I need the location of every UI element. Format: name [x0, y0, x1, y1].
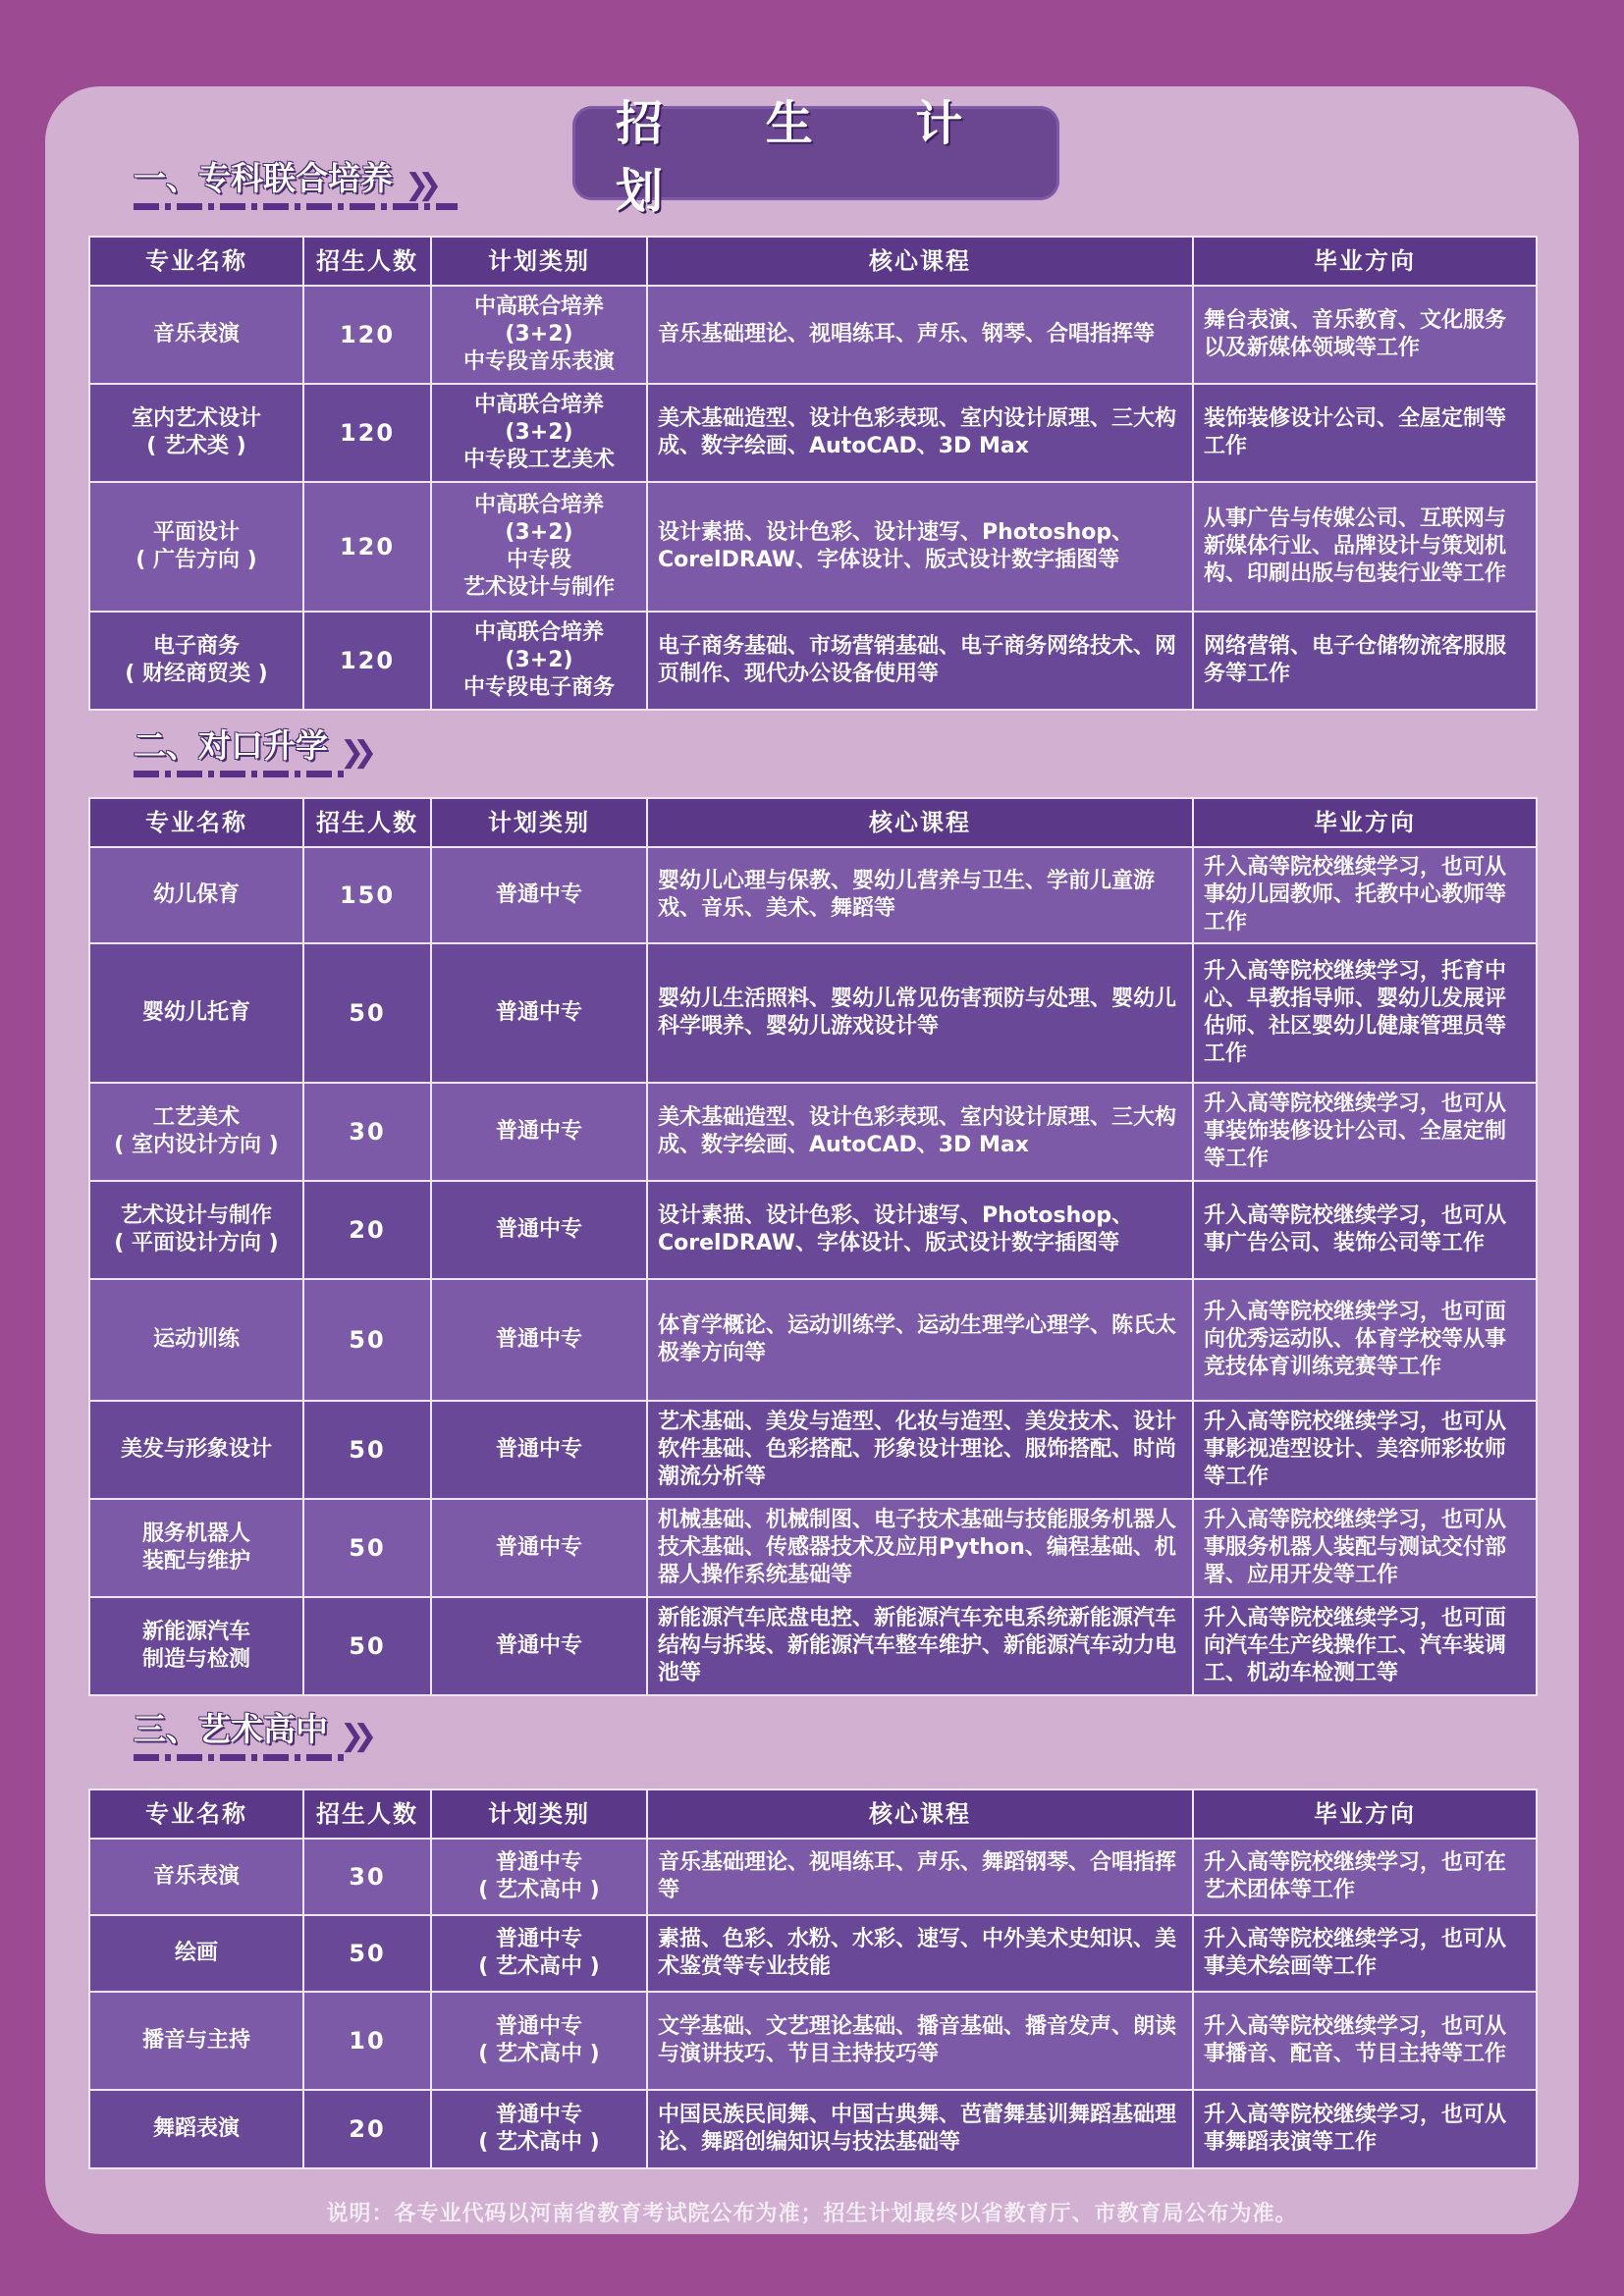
core-courses-cell: 设计素描、设计色彩、设计速写、Photoshop、CorelDRAW、字体设计、版式设计数字插图等 [647, 1181, 1193, 1279]
major-name-cell: 幼儿保育 [89, 847, 303, 943]
enrollment-count-cell: 20 [303, 2090, 431, 2168]
admission-table-2 [88, 797, 1538, 1696]
core-courses-cell: 电子商务基础、市场营销基础、电子商务网络技术、网页制作、现代办公设备使用等 [647, 612, 1193, 710]
major-name-cell: 播音与主持 [89, 1992, 303, 2090]
career-direction-cell: 升入高等院校继续学习，也可从事服务机器人装配与测试交付部署、应用开发等工作 [1193, 1499, 1537, 1597]
enrollment-count-cell: 50 [303, 1401, 431, 1499]
major-name-cell: 电子商务 ( 财经商贸类 ) [89, 612, 303, 710]
career-direction-cell: 升入高等院校继续学习，也可从事美术绘画等工作 [1193, 1915, 1537, 1992]
plan-type-cell: 中高联合培养 (3+2) 中专段音乐表演 [431, 286, 647, 384]
header-enrollment-count: 招生人数 [303, 1789, 431, 1839]
table-row [89, 1279, 1537, 1401]
enrollment-count-cell: 50 [303, 1279, 431, 1401]
footnote: 说明：各专业代码以河南省教育考试院公布为准；招生计划最终以省教育厅、市教育局公布为准。 [326, 2202, 1298, 2226]
section-heading-2 [134, 721, 365, 779]
header-enrollment-count: 招生人数 [303, 798, 431, 847]
career-direction-cell: 升入高等院校继续学习，也可从事装饰装修设计公司、全屋定制等工作 [1193, 1083, 1537, 1181]
career-direction-cell: 升入高等院校继续学习，也可从事广告公司、装饰公司等工作 [1193, 1181, 1537, 1279]
core-courses-cell: 美术基础造型、设计色彩表现、室内设计原理、三大构成、数字绘画、AutoCAD、3D Max [647, 384, 1193, 482]
header-plan-type: 计划类别 [431, 1789, 647, 1839]
major-name-cell: 艺术设计与制作 ( 平面设计方向 ) [89, 1181, 303, 1279]
section-title: 三、艺术高中 [134, 1710, 328, 1748]
core-courses-cell: 体育学概论、运动训练学、运动生理学心理学、陈氏太极拳方向等 [647, 1279, 1193, 1401]
header-enrollment-count: 招生人数 [303, 237, 431, 286]
section-heading-3 [134, 1704, 365, 1763]
enrollment-count-cell: 150 [303, 847, 431, 943]
double-chevron-icon: ❯❯ [340, 1719, 366, 1753]
career-direction-cell: 升入高等院校继续学习，也可从事舞蹈表演等工作 [1193, 2090, 1537, 2168]
header-plan-type: 计划类别 [431, 237, 647, 286]
plan-type-cell: 普通中专 [431, 1401, 647, 1499]
career-direction-cell: 升入高等院校继续学习，也可面向汽车生产线操作工、汽车装调工、机动车检测工等 [1193, 1597, 1537, 1695]
core-courses-cell: 素描、色彩、水粉、水彩、速写、中外美术史知识、美术鉴赏等专业技能 [647, 1915, 1193, 1992]
plan-type-cell: 普通中专 [431, 1181, 647, 1279]
career-direction-cell: 升入高等院校继续学习，也可从事影视造型设计、美容师彩妆师等工作 [1193, 1401, 1537, 1499]
core-courses-cell: 中国民族民间舞、中国古典舞、芭蕾舞基训舞蹈基础理论、舞蹈创编知识与技法基础等 [647, 2090, 1193, 2168]
header-core-courses: 核心课程 [647, 798, 1193, 847]
table-row [89, 1915, 1537, 1992]
header-core-courses: 核心课程 [647, 1789, 1193, 1839]
double-chevron-icon: ❯❯ [340, 735, 366, 770]
career-direction-cell: 舞台表演、音乐教育、文化服务以及新媒体领域等工作 [1193, 286, 1537, 384]
dashed-underline [134, 771, 350, 777]
plan-type-cell: 中高联合培养 (3+2) 中专段电子商务 [431, 612, 647, 710]
major-name-cell: 运动训练 [89, 1279, 303, 1401]
header-core-courses: 核心课程 [647, 237, 1193, 286]
plan-type-cell: 普通中专 [431, 1083, 647, 1181]
enrollment-count-cell: 120 [303, 482, 431, 612]
table-row [89, 1499, 1537, 1597]
core-courses-cell: 艺术基础、美发与造型、化妆与造型、美发技术、设计软件基础、色彩搭配、形象设计理论、服饰搭配、时尚潮流分析等 [647, 1401, 1193, 1499]
enrollment-count-cell: 50 [303, 943, 431, 1083]
major-name-cell: 婴幼儿托育 [89, 943, 303, 1083]
header-career-direction: 毕业方向 [1193, 798, 1537, 847]
enrollment-count-cell: 20 [303, 1181, 431, 1279]
plan-type-cell: 普通中专 [431, 1279, 647, 1401]
core-courses-cell: 美术基础造型、设计色彩表现、室内设计原理、三大构成、数字绘画、AutoCAD、3D Max [647, 1083, 1193, 1181]
enrollment-count-cell: 50 [303, 1597, 431, 1695]
page-title: 招 生 计 划 [616, 96, 1006, 219]
header-career-direction: 毕业方向 [1193, 237, 1537, 286]
plan-type-cell: 普通中专 ( 艺术高中 ) [431, 1992, 647, 2090]
table-header-row [89, 798, 1537, 847]
core-courses-cell: 婴幼儿生活照料、婴幼儿常见伤害预防与处理、婴幼儿科学喂养、婴幼儿游戏设计等 [647, 943, 1193, 1083]
major-name-cell: 舞蹈表演 [89, 2090, 303, 2168]
major-name-cell: 新能源汽车 制造与检测 [89, 1597, 303, 1695]
section-title: 一、专科联合培养 [134, 159, 393, 197]
career-direction-cell: 升入高等院校继续学习，也可在艺术团体等工作 [1193, 1839, 1537, 1915]
table-row [89, 286, 1537, 384]
header-major-name: 专业名称 [89, 1789, 303, 1839]
enrollment-count-cell: 120 [303, 612, 431, 710]
header-career-direction: 毕业方向 [1193, 1789, 1537, 1839]
table-row [89, 847, 1537, 943]
enrollment-count-cell: 50 [303, 1499, 431, 1597]
major-name-cell: 服务机器人 装配与维护 [89, 1499, 303, 1597]
career-direction-cell: 升入高等院校继续学习，也可面向优秀运动队、体育学校等从事竞技体育训练竞赛等工作 [1193, 1279, 1537, 1401]
enrollment-count-cell: 120 [303, 384, 431, 482]
career-direction-cell: 升入高等院校继续学习，也可从事幼儿园教师、托教中心教师等工作 [1193, 847, 1537, 943]
page-title-box [572, 96, 1059, 219]
header-plan-type: 计划类别 [431, 798, 647, 847]
header-major-name: 专业名称 [89, 798, 303, 847]
career-direction-cell: 从事广告与传媒公司、互联网与新媒体行业、品牌设计与策划机构、印刷出版与包装行业等工作 [1193, 482, 1537, 612]
table-row [89, 943, 1537, 1083]
enrollment-count-cell: 30 [303, 1839, 431, 1915]
table-row [89, 1839, 1537, 1915]
core-courses-cell: 婴幼儿心理与保教、婴幼儿营养与卫生、学前儿童游戏、音乐、美术、舞蹈等 [647, 847, 1193, 943]
major-name-cell: 美发与形象设计 [89, 1401, 303, 1499]
dashed-underline [134, 203, 458, 210]
table-row [89, 1597, 1537, 1695]
table-header-row [89, 237, 1537, 286]
career-direction-cell: 网络营销、电子仓储物流客服服务等工作 [1193, 612, 1537, 710]
plan-type-cell: 普通中专 [431, 1597, 647, 1695]
table-row [89, 482, 1537, 612]
admission-table-1 [88, 236, 1538, 711]
career-direction-cell: 升入高等院校继续学习，托育中心、早教指导师、婴幼儿发展评估师、社区婴幼儿健康管理员等工作 [1193, 943, 1537, 1083]
section-title: 二、对口升学 [134, 726, 328, 765]
major-name-cell: 工艺美术 ( 室内设计方向 ) [89, 1083, 303, 1181]
table-row [89, 1992, 1537, 2090]
table-row [89, 2090, 1537, 2168]
major-name-cell: 平面设计 ( 广告方向 ) [89, 482, 303, 612]
table-header-row [89, 1789, 1537, 1839]
table-row [89, 1083, 1537, 1181]
enrollment-count-cell: 120 [303, 286, 431, 384]
career-direction-cell: 升入高等院校继续学习，也可从事播音、配音、节目主持等工作 [1193, 1992, 1537, 2090]
section-heading-1 [134, 153, 430, 212]
enrollment-count-cell: 30 [303, 1083, 431, 1181]
career-direction-cell: 装饰装修设计公司、全屋定制等工作 [1193, 384, 1537, 482]
core-courses-cell: 文学基础、文艺理论基础、播音基础、播音发声、朗读与演讲技巧、节目主持技巧等 [647, 1992, 1193, 2090]
enrollment-count-cell: 10 [303, 1992, 431, 2090]
table-row [89, 612, 1537, 710]
major-name-cell: 音乐表演 [89, 1839, 303, 1915]
plan-type-cell: 中高联合培养 (3+2) 中专段工艺美术 [431, 384, 647, 482]
enrollment-count-cell: 50 [303, 1915, 431, 1992]
major-name-cell: 音乐表演 [89, 286, 303, 384]
table-row [89, 1181, 1537, 1279]
double-chevron-icon: ❯❯ [405, 168, 431, 202]
plan-type-cell: 普通中专 ( 艺术高中 ) [431, 1915, 647, 1992]
plan-type-cell: 普通中专 ( 艺术高中 ) [431, 2090, 647, 2168]
plan-type-cell: 普通中专 [431, 847, 647, 943]
core-courses-cell: 设计素描、设计色彩、设计速写、Photoshop、CorelDRAW、字体设计、版式设计数字插图等 [647, 482, 1193, 612]
plan-type-cell: 普通中专 [431, 943, 647, 1083]
admission-table-3 [88, 1789, 1538, 2169]
plan-type-cell: 普通中专 [431, 1499, 647, 1597]
major-name-cell: 室内艺术设计 ( 艺术类 ) [89, 384, 303, 482]
table-row [89, 384, 1537, 482]
plan-type-cell: 普通中专 ( 艺术高中 ) [431, 1839, 647, 1915]
core-courses-cell: 机械基础、机械制图、电子技术基础与技能服务机器人技术基础、传感器技术及应用Python、编程基础、机器人操作系统基础等 [647, 1499, 1193, 1597]
core-courses-cell: 音乐基础理论、视唱练耳、声乐、钢琴、合唱指挥等 [647, 286, 1193, 384]
core-courses-cell: 新能源汽车底盘电控、新能源汽车充电系统新能源汽车结构与拆装、新能源汽车整车维护、新能源汽车动力电池等 [647, 1597, 1193, 1695]
table-row [89, 1401, 1537, 1499]
major-name-cell: 绘画 [89, 1915, 303, 1992]
header-major-name: 专业名称 [89, 237, 303, 286]
dashed-underline [134, 1754, 350, 1761]
core-courses-cell: 音乐基础理论、视唱练耳、声乐、舞蹈钢琴、合唱指挥等 [647, 1839, 1193, 1915]
plan-type-cell: 中高联合培养 (3+2) 中专段 艺术设计与制作 [431, 482, 647, 612]
